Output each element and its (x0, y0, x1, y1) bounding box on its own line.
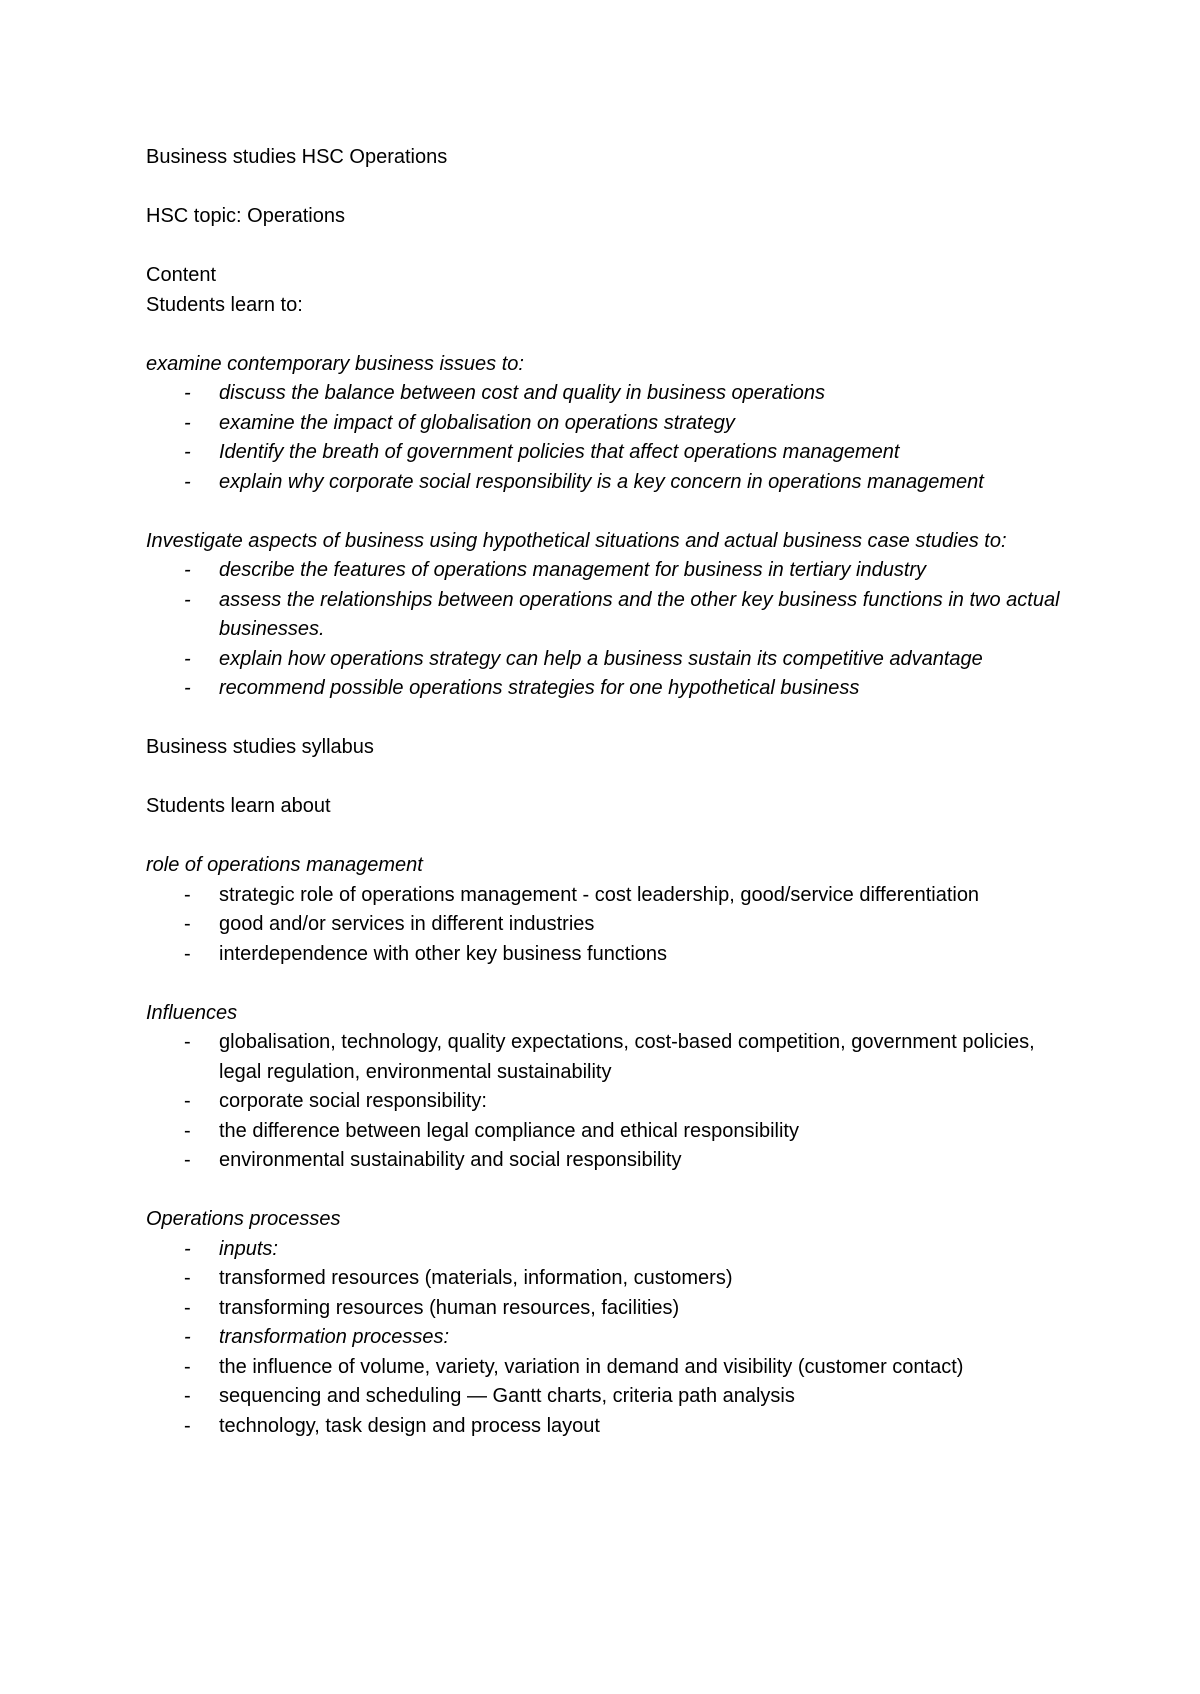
spacer (146, 822, 1066, 852)
list-item (146, 881, 1066, 911)
bullet-list (146, 379, 1066, 497)
list-item (146, 586, 1066, 645)
list-item-text: discuss the balance between cost and quality in business operations (219, 382, 825, 404)
list-item-text: assess the relationships between operations and the other key business functions in two actual businesses. (219, 588, 1060, 640)
list-item (146, 1235, 1066, 1265)
list-item-text: the influence of volume, variety, variation in demand and visibility (customer contact) (219, 1355, 964, 1378)
list-item (146, 379, 1066, 409)
list-item (146, 1087, 1066, 1117)
dash-bullet: - (184, 441, 191, 463)
section-heading: role of operations management (146, 854, 423, 876)
spacer (146, 320, 1066, 350)
list-item-text: interdependence with other key business functions (219, 942, 668, 965)
learn-about-label: Students learn about (146, 795, 331, 817)
list-item-text: Identify the breath of government policies that affect operations management (219, 441, 900, 463)
dash-bullet: - (184, 677, 191, 699)
dash-bullet: - (184, 913, 191, 935)
dash-bullet: - (184, 470, 191, 493)
dash-bullet: - (184, 942, 191, 965)
dash-bullet: - (184, 1119, 191, 1142)
spacer (146, 969, 1066, 999)
dash-bullet: - (184, 647, 191, 670)
list-item (146, 1412, 1066, 1442)
list-item (146, 1353, 1066, 1383)
section-heading: examine contemporary business issues to: (146, 352, 524, 375)
list-item (146, 940, 1066, 970)
dash-bullet: - (184, 1031, 191, 1053)
dash-bullet: - (184, 1355, 191, 1378)
spacer (146, 704, 1066, 734)
list-item-text: examine the impact of globalisation on operations strategy (219, 411, 735, 434)
list-item (146, 438, 1066, 468)
bullet-list (146, 881, 1066, 970)
list-item-text: transformation processes: (219, 1326, 450, 1348)
document-page (146, 143, 1066, 1441)
bullet-list (146, 1028, 1066, 1176)
content-label: Content (146, 264, 217, 286)
dash-bullet: - (184, 1237, 191, 1260)
list-item-text: environmental sustainability and social responsibility (219, 1149, 682, 1171)
dash-bullet: - (184, 559, 191, 581)
list-item (146, 409, 1066, 439)
list-item-text: globalisation, technology, quality expectations, cost-based competition, government policies, legal regulation, environmental sustainability (219, 1031, 1035, 1083)
list-item-text: explain why corporate social responsibility is a key concern in operations management (219, 470, 984, 493)
bullet-list (146, 1235, 1066, 1442)
list-item (146, 674, 1066, 704)
list-item-text: good and/or services in different industries (219, 913, 595, 935)
dash-bullet: - (184, 1385, 191, 1407)
list-item-text: inputs: (219, 1237, 278, 1260)
dash-bullet: - (184, 1326, 191, 1348)
syllabus-label: Business studies syllabus (146, 736, 374, 758)
dash-bullet: - (184, 1296, 191, 1319)
list-item (146, 468, 1066, 498)
list-item (146, 1264, 1066, 1294)
learn-to-label: Students learn to: (146, 293, 303, 316)
section-heading: Operations processes (146, 1208, 341, 1230)
dash-bullet: - (184, 411, 191, 434)
list-item-text: corporate social responsibility: (219, 1090, 487, 1112)
list-item-text: strategic role of operations management - cost leadership, good/service differentiation (219, 883, 980, 906)
spacer (146, 232, 1066, 262)
dash-bullet: - (184, 588, 191, 611)
list-item (146, 1294, 1066, 1324)
section-heading: Influences (146, 1001, 238, 1024)
spacer (146, 1176, 1066, 1206)
list-item-text: the difference between legal compliance and ethical responsibility (219, 1119, 799, 1142)
list-item-text: recommend possible operations strategies for one hypothetical business (219, 677, 860, 699)
dash-bullet: - (184, 1090, 191, 1112)
list-item-text: sequencing and scheduling — Gantt charts, criteria path analysis (219, 1385, 795, 1407)
list-item (146, 1382, 1066, 1412)
dash-bullet: - (184, 1267, 191, 1289)
dash-bullet: - (184, 883, 191, 906)
list-item-text: explain how operations strategy can help a business sustain its competitive advantage (219, 647, 983, 670)
list-item (146, 1323, 1066, 1353)
list-item-text: describe the features of operations management for business in tertiary industry (219, 559, 927, 581)
list-item (146, 645, 1066, 675)
topic-line: HSC topic: Operations (146, 205, 345, 227)
list-item (146, 1028, 1066, 1087)
spacer (146, 173, 1066, 203)
dash-bullet: - (184, 382, 191, 404)
bullet-list (146, 556, 1066, 704)
dash-bullet: - (184, 1149, 191, 1171)
list-item (146, 556, 1066, 586)
list-item (146, 1117, 1066, 1147)
list-item (146, 910, 1066, 940)
spacer (146, 763, 1066, 793)
list-item (146, 1146, 1066, 1176)
dash-bullet: - (184, 1414, 191, 1437)
spacer (146, 497, 1066, 527)
document-title: Business studies HSC Operations (146, 146, 448, 168)
list-item-text: transforming resources (human resources, facilities) (219, 1296, 680, 1319)
list-item-text: technology, task design and process layout (219, 1414, 600, 1437)
list-item-text: transformed resources (materials, information, customers) (219, 1267, 733, 1289)
section-heading: Investigate aspects of business using hypothetical situations and actual business case studies to: (146, 529, 1007, 552)
